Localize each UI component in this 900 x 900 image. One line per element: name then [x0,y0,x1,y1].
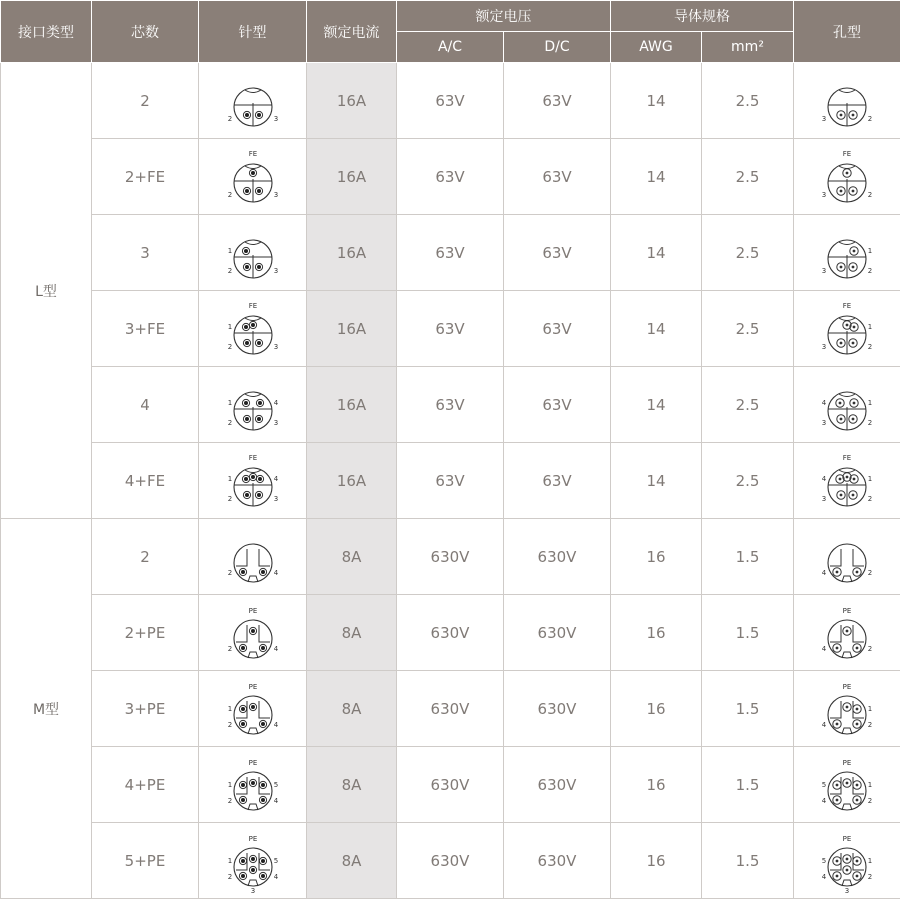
hole-diagram-cell [794,671,900,747]
diagram-label: 1 [227,322,232,331]
rated-current-cell: 16A [307,63,397,139]
dc-voltage-cell: 630V [504,519,611,595]
diagram-label: 3 [273,190,278,199]
cores-cell: 4 [92,367,199,443]
cores-cell: 4+FE [92,443,199,519]
diagram-label: 4 [821,796,827,805]
rated-current-cell: 16A [307,443,397,519]
mm2-cell: 2.5 [702,291,794,367]
header-cores: 芯数 [92,1,199,63]
header-conductor-spec: 导体规格 [611,1,794,32]
m-type-2pe-pin-diagram [222,601,284,665]
pin-diagram-cell [199,595,307,671]
header-awg: AWG [611,32,702,63]
ac-voltage-cell: 63V [397,63,504,139]
diagram-label: 3 [273,418,278,427]
diagram-label: 2 [227,114,232,123]
cores-cell: 2+FE [92,139,199,215]
table-row [1,367,900,443]
dc-voltage-cell: 630V [504,595,611,671]
ac-voltage-cell: 63V [397,367,504,443]
diagram-label: 2 [227,494,232,503]
diagram-label: 1 [227,246,232,255]
ac-voltage-cell: 630V [397,823,504,899]
ac-voltage-cell: 63V [397,291,504,367]
ac-voltage-cell: 630V [397,519,504,595]
ac-voltage-cell: 630V [397,747,504,823]
table-body [1,63,900,899]
diagram-label: 3 [821,266,827,275]
dc-voltage-cell: 63V [504,291,611,367]
mm2-cell: 2.5 [702,139,794,215]
diagram-label: 2 [227,190,232,199]
hole-diagram-cell [794,443,900,519]
ac-voltage-cell: 630V [397,671,504,747]
diagram-label: 4 [821,720,827,729]
diagram-label: 2 [867,644,873,653]
header-dc: D/C [504,32,611,63]
diagram-label: 4 [273,872,278,881]
hole-diagram-cell [794,63,900,139]
rated-current-cell: 8A [307,595,397,671]
cores-cell: 3 [92,215,199,291]
mm2-cell: 2.5 [702,443,794,519]
diagram-label: 1 [227,780,232,789]
rated-current-cell: 8A [307,519,397,595]
diagram-label: PE [842,606,852,615]
hole-diagram-cell [794,595,900,671]
ac-voltage-cell: 63V [397,139,504,215]
awg-cell: 16 [611,747,702,823]
pin-diagram-cell [199,367,307,443]
pin-diagram-cell [199,747,307,823]
cores-cell: 2+PE [92,595,199,671]
diagram-label: 5 [273,780,278,789]
hole-diagram-cell [794,823,900,899]
diagram-label: 2 [867,190,873,199]
mm2-cell: 2.5 [702,63,794,139]
diagram-label: 2 [227,342,232,351]
l-type-4-hole-diagram [816,373,878,437]
awg-cell: 14 [611,63,702,139]
mm2-cell: 1.5 [702,747,794,823]
diagram-label: 1 [227,398,232,407]
diagram-label: PE [248,606,257,615]
hole-diagram-cell [794,747,900,823]
diagram-label: 2 [867,114,873,123]
dc-voltage-cell: 63V [504,63,611,139]
rated-current-cell: 8A [307,823,397,899]
diagram-label: 4 [273,568,278,577]
m-type-3pe-pin-diagram [222,677,284,741]
diagram-label: 1 [227,474,232,483]
pin-diagram-cell [199,443,307,519]
diagram-label: 4 [273,474,278,483]
awg-cell: 14 [611,291,702,367]
diagram-label: 3 [821,114,827,123]
pin-diagram-cell [199,139,307,215]
header-rated-voltage: 额定电压 [397,1,611,32]
l-type-4fe-pin-diagram [222,449,284,513]
interface-type-cell: L型 [1,63,92,519]
pin-diagram-cell [199,63,307,139]
m-type-2-hole-diagram [816,525,878,589]
rated-current-cell: 16A [307,291,397,367]
awg-cell: 14 [611,443,702,519]
ac-voltage-cell: 63V [397,443,504,519]
l-type-3-pin-diagram [222,221,284,285]
diagram-label: 3 [821,494,827,503]
l-type-3fe-pin-diagram [222,297,284,361]
diagram-label: 1 [227,704,232,713]
diagram-label: 2 [867,720,873,729]
diagram-label: FE [248,301,257,310]
diagram-label: PE [248,758,257,767]
m-type-2pe-hole-diagram [816,601,878,665]
diagram-label: PE [842,834,852,843]
mm2-cell: 2.5 [702,215,794,291]
diagram-label: 1 [867,704,873,713]
m-type-3pe-hole-diagram [816,677,878,741]
diagram-label: 4 [273,398,278,407]
rated-current-cell: 16A [307,139,397,215]
l-type-2-hole-diagram [816,69,878,133]
diagram-label: 2 [867,494,873,503]
diagram-label: FE [842,453,852,462]
diagram-label: 1 [867,856,873,865]
mm2-cell: 2.5 [702,367,794,443]
cores-cell: 3+FE [92,291,199,367]
diagram-label: FE [842,301,852,310]
diagram-label: FE [248,453,257,462]
dc-voltage-cell: 63V [504,215,611,291]
diagram-label: 2 [227,872,232,881]
awg-cell: 14 [611,367,702,443]
table-row [1,215,900,291]
table-row [1,671,900,747]
diagram-label: 3 [273,114,278,123]
ac-voltage-cell: 63V [397,215,504,291]
diagram-label: 3 [821,418,827,427]
header-mm2: mm² [702,32,794,63]
diagram-label: 2 [867,342,873,351]
hole-diagram-cell [794,139,900,215]
m-type-4pe-pin-diagram [222,753,284,817]
table-row [1,291,900,367]
ac-voltage-cell: 630V [397,595,504,671]
interface-type-cell: M型 [1,519,92,899]
awg-cell: 16 [611,595,702,671]
header-ac: A/C [397,32,504,63]
header-interface-type: 接口类型 [1,1,92,63]
mm2-cell: 1.5 [702,595,794,671]
diagram-label: 3 [844,886,850,893]
diagram-label: 2 [867,266,873,275]
m-type-2-pin-diagram [222,525,284,589]
l-type-3-hole-diagram [816,221,878,285]
diagram-label: PE [842,758,852,767]
m-type-5pe-pin-diagram [222,829,284,893]
diagram-label: 2 [867,796,873,805]
table-row [1,63,900,139]
l-type-2-pin-diagram [222,69,284,133]
table-row [1,595,900,671]
diagram-label: 1 [867,246,873,255]
rated-current-cell: 8A [307,671,397,747]
header-hole-type: 孔型 [794,1,900,63]
diagram-label: FE [248,149,257,158]
l-type-4-pin-diagram [222,373,284,437]
m-type-4pe-hole-diagram [816,753,878,817]
diagram-label: 2 [227,568,232,577]
pin-diagram-cell [199,671,307,747]
pin-diagram-cell [199,519,307,595]
awg-cell: 16 [611,823,702,899]
diagram-label: 3 [821,190,827,199]
table-row [1,823,900,899]
diagram-label: 3 [250,886,255,893]
mm2-cell: 1.5 [702,519,794,595]
l-type-2fe-hole-diagram [816,145,878,209]
hole-diagram-cell [794,215,900,291]
cores-cell: 3+PE [92,671,199,747]
diagram-label: 5 [273,856,278,865]
diagram-label: 3 [273,266,278,275]
l-type-2fe-pin-diagram [222,145,284,209]
diagram-label: 4 [821,872,827,881]
table-row [1,443,900,519]
diagram-label: PE [842,682,852,691]
diagram-label: 4 [273,796,278,805]
diagram-label: 2 [227,266,232,275]
l-type-3fe-hole-diagram [816,297,878,361]
cores-cell: 5+PE [92,823,199,899]
mm2-cell: 1.5 [702,671,794,747]
diagram-label: 3 [273,494,278,503]
diagram-label: 2 [227,720,232,729]
diagram-label: 4 [821,398,827,407]
table-row [1,747,900,823]
pin-diagram-cell [199,823,307,899]
rated-current-cell: 8A [307,747,397,823]
rated-current-cell: 16A [307,215,397,291]
awg-cell: 16 [611,519,702,595]
diagram-label: 4 [273,644,278,653]
diagram-label: 1 [867,474,873,483]
diagram-label: 2 [227,418,232,427]
diagram-label: 2 [867,418,873,427]
table-row [1,519,900,595]
diagram-label: 2 [867,568,873,577]
diagram-label: 1 [867,322,873,331]
pin-diagram-cell [199,215,307,291]
diagram-label: 4 [821,568,827,577]
mm2-cell: 1.5 [702,823,794,899]
l-type-4fe-hole-diagram [816,449,878,513]
cores-cell: 2 [92,519,199,595]
rated-current-cell: 16A [307,367,397,443]
diagram-label: 1 [867,780,873,789]
pin-diagram-cell [199,291,307,367]
hole-diagram-cell [794,367,900,443]
header-pin-type: 针型 [199,1,307,63]
diagram-label: 5 [821,856,827,865]
hole-diagram-cell [794,519,900,595]
diagram-label: 3 [821,342,827,351]
cores-cell: 2 [92,63,199,139]
diagram-label: 2 [227,796,232,805]
hole-diagram-cell [794,291,900,367]
diagram-label: PE [248,834,257,843]
m-type-5pe-hole-diagram [816,829,878,893]
awg-cell: 16 [611,671,702,747]
awg-cell: 14 [611,139,702,215]
diagram-label: 4 [821,644,827,653]
dc-voltage-cell: 630V [504,823,611,899]
diagram-label: 3 [273,342,278,351]
diagram-label: 1 [227,856,232,865]
diagram-label: 5 [821,780,827,789]
dc-voltage-cell: 63V [504,443,611,519]
table-row [1,139,900,215]
diagram-label: 1 [867,398,873,407]
cores-cell: 4+PE [92,747,199,823]
diagram-label: PE [248,682,257,691]
diagram-label: 2 [227,644,232,653]
awg-cell: 14 [611,215,702,291]
dc-voltage-cell: 630V [504,671,611,747]
dc-voltage-cell: 63V [504,139,611,215]
header-rated-current: 额定电流 [307,1,397,63]
diagram-label: 4 [273,720,278,729]
diagram-label: 4 [821,474,827,483]
dc-voltage-cell: 63V [504,367,611,443]
diagram-label: 2 [867,872,873,881]
diagram-label: FE [842,149,852,158]
dc-voltage-cell: 630V [504,747,611,823]
